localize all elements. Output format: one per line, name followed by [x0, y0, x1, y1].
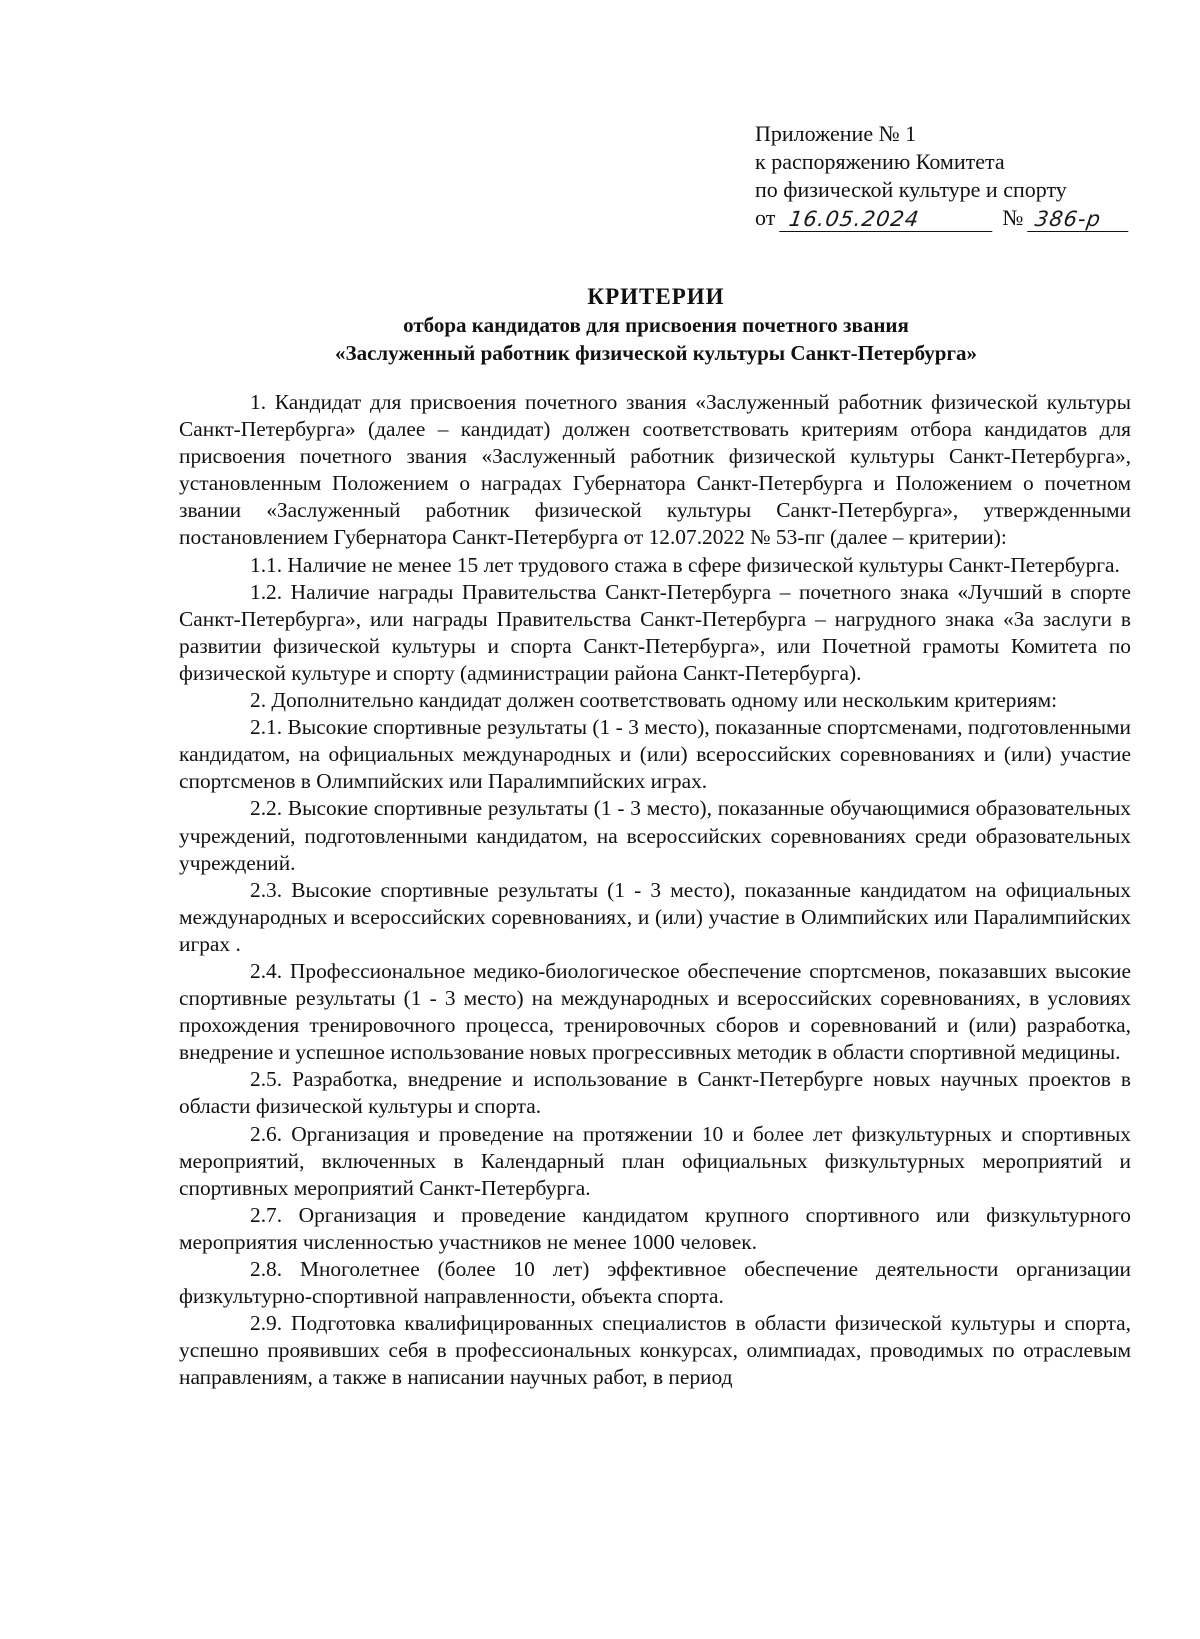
paragraph-2-4: 2.4. Профессиональное медико-биологическое обеспечение спортсменов, показавших высокие спортивные результаты (1 - 3 место) на международных и всероссийских соревнованиях, в условиях прохождения тренировочного процесса, тренировочных сборов и соревнований и (или) разработка, внедрение и успешное использование новых прогрессивных методик в области спортивной медицины. [179, 958, 1131, 1065]
paragraph-1-2: 1.2. Наличие награды Правительства Санкт-Петербурга – почетного знака «Лучший в спорте Санкт-Петербурга», или награды Правительства Санкт-Петербурга – нагрудного знака «За заслуги в развитии физической культуры и спорта Санкт-Петербурга», или Почетной грамоты Комитета по физической культуре и спорту (администрации района Санкт-Петербурга). [179, 579, 1131, 685]
title-subtitle-1: отбора кандидатов для присвоения почетного звания [403, 313, 909, 337]
handwritten-number: 386-р [1028, 207, 1133, 232]
paragraph-2-7: 2.7. Организация и проведение кандидатом крупного спортивного или физкультурного мероприятия численностью участников не менее 1000 человек. [179, 1202, 1131, 1254]
paragraph-2-9: 2.9. Подготовка квалифицированных специалистов в области физической культуры и спорта, успешно проявивших себя в профессиональных конкурсах, олимпиадах, проводимых по отраслевым направлениям, а также в написании научных работ, в период [179, 1311, 1131, 1390]
paragraph-2: 2. Дополнительно кандидат должен соответствовать одному или нескольким критериям: [250, 688, 1058, 713]
paragraph-2-8: 2.8. Многолетнее (более 10 лет) эффективное обеспечение деятельности организации физкультурно-спортивной направленности, объекта спорта. [179, 1257, 1131, 1309]
paragraph-2-5: 2.5. Разработка, внедрение и использование в Санкт-Петербурге новых научных проектов в области физической культуры и спорта. [179, 1067, 1131, 1119]
paragraph-1: 1. Кандидат для присвоения почетного звания «Заслуженный работник физической культуры Санкт-Петербурга» (далее – кандидат) должен соответствовать критериям отбора кандидатов для присвоения почетного звания «Заслуженный работник физической культуры Санкт-Петербурга», установленным Положением о наградах Губернатора Санкт-Петербурга и Положением о почетном звании «Заслуженный работник физической культуры Санкт-Петербурга», утвержденными постановлением Губернатора Санкт-Петербурга от 12.07.2022 № 53-пг (далее – критерии): [179, 390, 1131, 550]
paragraph-1-1: 1.1. Наличие не менее 15 лет трудового стажа в сфере физической культуры Санкт-Петербурга. [250, 552, 1120, 577]
paragraph-2-1: 2.1. Высокие спортивные результаты (1 - 3 место), показанные спортсменами, подготовленными кандидатом, на официальных международных и (или) всероссийских соревнованиях и (или) участие спортсменов в Олимпийских или Паралимпийских играх. [179, 715, 1131, 794]
appendix-line-1: Приложение № 1 [755, 121, 917, 146]
title-main: КРИТЕРИИ [587, 284, 725, 309]
title-subtitle-2: «Заслуженный работник физической культуры Санкт-Петербурга» [335, 341, 977, 365]
handwritten-date: 16.05.2024 [780, 207, 997, 232]
appendix-header [755, 120, 1155, 232]
appendix-line-3: по физической культуре и спорту [755, 177, 1067, 202]
paragraph-2-6: 2.6. Организация и проведение на протяжении 10 и более лет физкультурных и спортивных мероприятий, включенных в Календарный план официальных физкультурных мероприятий и спортивных мероприятий Санкт-Петербурга. [179, 1121, 1131, 1200]
paragraph-2-2: 2.2. Высокие спортивные результаты (1 - 3 место), показанные обучающимися образовательных учреждений, подготовленными кандидатом, на всероссийских соревнованиях среди образовательных учреждений. [179, 796, 1131, 875]
number-label: № [1002, 205, 1024, 230]
appendix-date-number-line [755, 204, 1155, 232]
document-title [180, 283, 1132, 367]
paragraph-2-3: 2.3. Высокие спортивные результаты (1 - 3 место), показанные кандидатом на официальных международных и всероссийских соревнованиях, и (или) участие в Олимпийских или Паралимпийских играх . [179, 877, 1131, 956]
appendix-line-2: к распоряжению Комитета [755, 149, 1005, 174]
document-body [179, 389, 1131, 1391]
from-label: от [755, 205, 776, 230]
